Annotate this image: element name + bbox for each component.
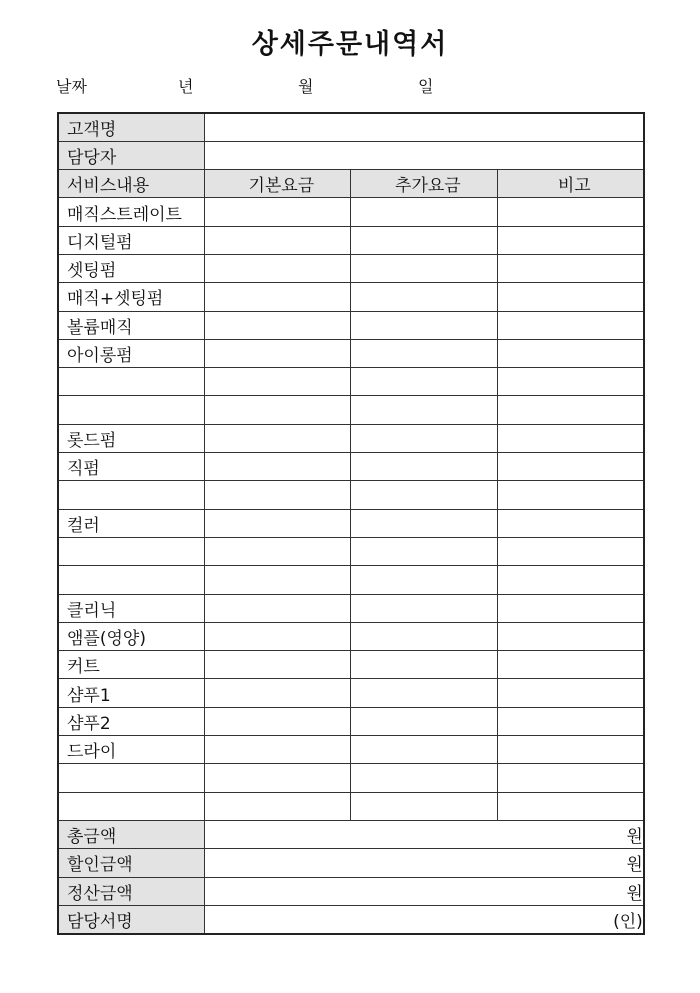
base-fee-cell[interactable]: [204, 311, 351, 339]
extra-fee-cell[interactable]: [351, 537, 498, 565]
extra-fee-cell[interactable]: [351, 311, 498, 339]
service-name-cell: 클리닉: [58, 594, 204, 622]
date-month-unit: 월: [298, 77, 314, 96]
header-remarks: 비고: [497, 170, 644, 198]
base-fee-cell[interactable]: [204, 283, 351, 311]
order-table: [57, 112, 645, 935]
staff-label: 담당자: [58, 141, 204, 169]
staff-name-field[interactable]: [204, 141, 644, 169]
service-name-cell: 드라이: [58, 736, 204, 764]
service-name-cell: 볼륨매직: [58, 311, 204, 339]
document-title: 상세주문내역서: [251, 29, 449, 60]
base-fee-cell[interactable]: [204, 594, 351, 622]
remarks-cell[interactable]: [497, 339, 644, 367]
base-fee-cell[interactable]: [204, 396, 351, 424]
customer-label: 고객명: [58, 113, 204, 141]
total-row: [58, 905, 644, 933]
service-name-cell: 아이롱펌: [58, 339, 204, 367]
remarks-cell[interactable]: [497, 792, 644, 820]
service-row: [58, 368, 644, 396]
extra-fee-cell[interactable]: [351, 622, 498, 650]
remarks-cell[interactable]: [497, 424, 644, 452]
service-row: [58, 396, 644, 424]
remarks-cell[interactable]: [497, 594, 644, 622]
service-row: [58, 283, 644, 311]
customer-row: [58, 113, 644, 141]
total-row: [58, 877, 644, 905]
customer-name-field[interactable]: [204, 113, 644, 141]
header-base-fee: 기본요금: [204, 170, 351, 198]
service-name-cell: [58, 792, 204, 820]
extra-fee-cell[interactable]: [351, 396, 498, 424]
header-extra-fee: 추가요금: [351, 170, 498, 198]
base-fee-cell[interactable]: [204, 679, 351, 707]
remarks-cell[interactable]: [497, 566, 644, 594]
service-name-cell: [58, 481, 204, 509]
service-row: [58, 792, 644, 820]
base-fee-cell[interactable]: [204, 226, 351, 254]
remarks-cell[interactable]: [497, 764, 644, 792]
base-fee-cell[interactable]: [204, 537, 351, 565]
service-row: [58, 311, 644, 339]
service-name-cell: 샴푸2: [58, 707, 204, 735]
extra-fee-cell[interactable]: [351, 792, 498, 820]
extra-fee-cell[interactable]: [351, 764, 498, 792]
service-name-cell: 커트: [58, 651, 204, 679]
remarks-cell[interactable]: [497, 736, 644, 764]
service-row: [58, 707, 644, 735]
date-label: 날짜: [56, 77, 87, 96]
date-year-unit: 년: [178, 77, 194, 96]
service-name-cell: [58, 566, 204, 594]
date-row: [0, 74, 700, 96]
base-fee-cell[interactable]: [204, 481, 351, 509]
remarks-cell[interactable]: [497, 453, 644, 481]
base-fee-cell[interactable]: [204, 509, 351, 537]
extra-fee-cell[interactable]: [351, 339, 498, 367]
service-name-cell: [58, 537, 204, 565]
remarks-cell[interactable]: [497, 707, 644, 735]
extra-fee-cell[interactable]: [351, 254, 498, 282]
service-row: [58, 537, 644, 565]
service-row: [58, 651, 644, 679]
service-name-cell: 디지털펌: [58, 226, 204, 254]
service-row: [58, 424, 644, 452]
service-name-cell: [58, 396, 204, 424]
service-row: [58, 736, 644, 764]
remarks-cell[interactable]: [497, 679, 644, 707]
total-label: 담당서명: [58, 905, 204, 933]
service-name-cell: 롯드펌: [58, 424, 204, 452]
extra-fee-cell[interactable]: [351, 368, 498, 396]
service-row: [58, 226, 644, 254]
base-fee-cell[interactable]: [204, 424, 351, 452]
service-row: [58, 453, 644, 481]
remarks-cell[interactable]: [497, 254, 644, 282]
extra-fee-cell[interactable]: [351, 679, 498, 707]
base-fee-cell[interactable]: [204, 707, 351, 735]
extra-fee-cell[interactable]: [351, 198, 498, 226]
remarks-cell[interactable]: [497, 537, 644, 565]
base-fee-cell[interactable]: [204, 453, 351, 481]
total-amount-field[interactable]: (인): [204, 905, 644, 933]
remarks-cell[interactable]: [497, 481, 644, 509]
total-amount-field[interactable]: 원: [204, 877, 644, 905]
remarks-cell[interactable]: [497, 226, 644, 254]
total-label: 정산금액: [58, 877, 204, 905]
total-amount-field[interactable]: 원: [204, 820, 644, 848]
service-name-cell: 매직+셋팅펌: [58, 283, 204, 311]
remarks-cell[interactable]: [497, 509, 644, 537]
total-label: 할인금액: [58, 849, 204, 877]
service-row: [58, 594, 644, 622]
extra-fee-cell[interactable]: [351, 424, 498, 452]
remarks-cell[interactable]: [497, 651, 644, 679]
remarks-cell[interactable]: [497, 368, 644, 396]
base-fee-cell[interactable]: [204, 198, 351, 226]
extra-fee-cell[interactable]: [351, 594, 498, 622]
base-fee-cell[interactable]: [204, 651, 351, 679]
base-fee-cell[interactable]: [204, 736, 351, 764]
service-name-cell: 직펌: [58, 453, 204, 481]
base-fee-cell[interactable]: [204, 792, 351, 820]
service-name-cell: [58, 368, 204, 396]
base-fee-cell[interactable]: [204, 764, 351, 792]
remarks-cell[interactable]: [497, 396, 644, 424]
service-row: [58, 339, 644, 367]
date-day-unit: 일: [418, 77, 434, 96]
base-fee-cell[interactable]: [204, 339, 351, 367]
service-row: [58, 764, 644, 792]
base-fee-cell[interactable]: [204, 566, 351, 594]
extra-fee-cell[interactable]: [351, 566, 498, 594]
base-fee-cell[interactable]: [204, 368, 351, 396]
service-row: [58, 254, 644, 282]
total-amount-field[interactable]: 원: [204, 849, 644, 877]
extra-fee-cell[interactable]: [351, 509, 498, 537]
service-name-cell: 컬러: [58, 509, 204, 537]
header-service: 서비스내용: [58, 170, 204, 198]
service-row: [58, 679, 644, 707]
service-row: [58, 509, 644, 537]
extra-fee-cell[interactable]: [351, 481, 498, 509]
extra-fee-cell[interactable]: [351, 453, 498, 481]
total-label: 총금액: [58, 820, 204, 848]
extra-fee-cell[interactable]: [351, 283, 498, 311]
service-name-cell: 셋팅펌: [58, 254, 204, 282]
service-row: [58, 622, 644, 650]
base-fee-cell[interactable]: [204, 254, 351, 282]
total-row: [58, 820, 644, 848]
service-name-cell: 매직스트레이트: [58, 198, 204, 226]
extra-fee-cell[interactable]: [351, 707, 498, 735]
service-row: [58, 481, 644, 509]
header-row: [58, 170, 644, 198]
service-row: [58, 566, 644, 594]
extra-fee-cell[interactable]: [351, 226, 498, 254]
staff-row: [58, 141, 644, 169]
service-name-cell: [58, 764, 204, 792]
extra-fee-cell[interactable]: [351, 736, 498, 764]
remarks-cell[interactable]: [497, 311, 644, 339]
remarks-cell[interactable]: [497, 283, 644, 311]
total-row: [58, 849, 644, 877]
service-row: [58, 198, 644, 226]
service-name-cell: 앰플(영양): [58, 622, 204, 650]
base-fee-cell[interactable]: [204, 622, 351, 650]
remarks-cell[interactable]: [497, 198, 644, 226]
remarks-cell[interactable]: [497, 622, 644, 650]
service-name-cell: 샴푸1: [58, 679, 204, 707]
extra-fee-cell[interactable]: [351, 651, 498, 679]
